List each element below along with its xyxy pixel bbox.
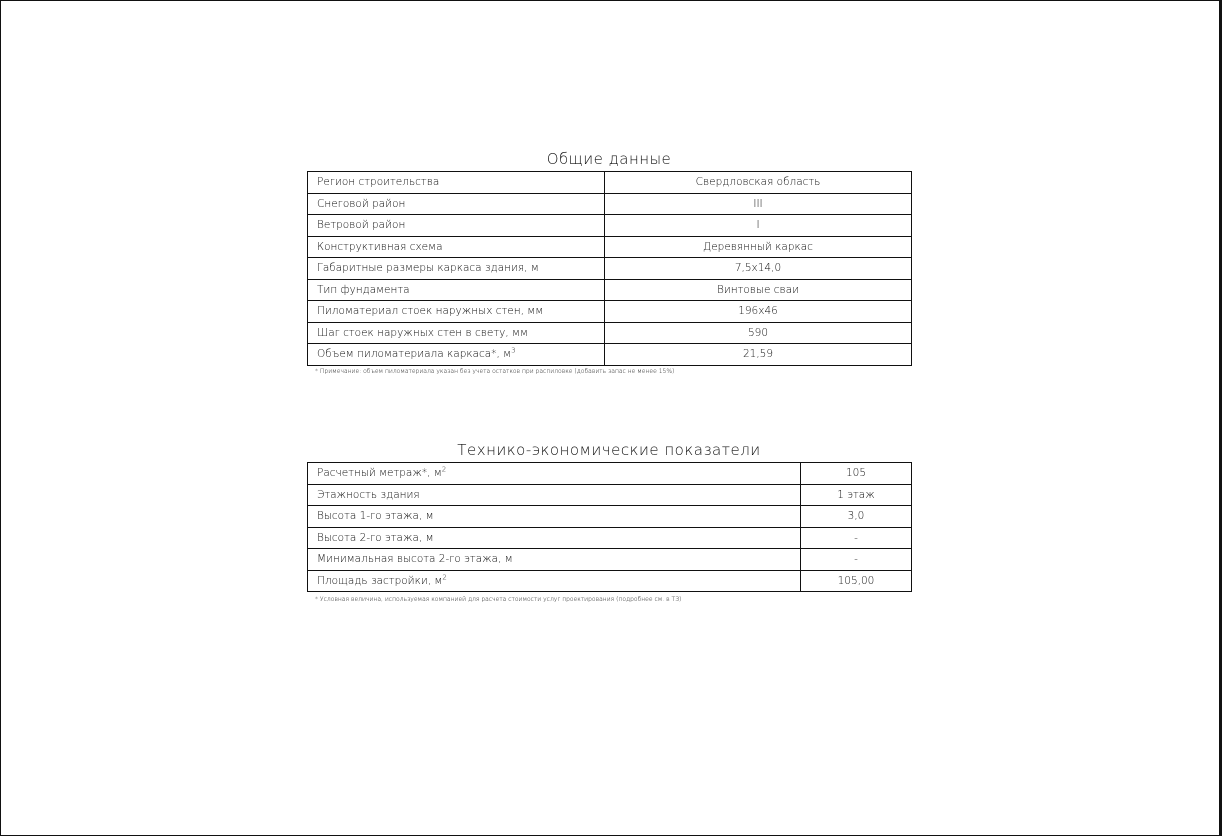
row-value: 3,0	[801, 506, 912, 528]
row-label: Площадь застройки, $м^2$	[308, 570, 801, 592]
row-value: 1 этаж	[801, 484, 912, 506]
row-label: Тип фундамента	[308, 279, 605, 301]
row-label: Габаритные размеры каркаса здания, м	[308, 258, 605, 280]
row-value: Свердловская область	[605, 172, 912, 194]
row-label: Высота 1-го этажа, м	[308, 506, 801, 528]
row-label: Снеговой район	[308, 193, 605, 215]
row-value: III	[605, 193, 912, 215]
row-value: 590	[605, 322, 912, 344]
row-label: Ветровой район	[308, 215, 605, 237]
table-row	[308, 549, 912, 571]
table-row	[308, 215, 912, 237]
row-label: Минимальная высота 2-го этажа, м	[308, 549, 801, 571]
row-value: 7,5x14,0	[605, 258, 912, 280]
tep-title: Технико-экономические показатели	[457, 441, 761, 459]
general-footnote: * Примечание: объем пиломатериала указан без учета остатков при распиловке (добавить запас не менее 15%)	[315, 368, 675, 375]
table-row	[308, 506, 912, 528]
row-value: 21,59	[605, 344, 912, 366]
row-value: Деревянный каркас	[605, 236, 912, 258]
row-value: 105	[801, 463, 912, 485]
table-row	[308, 570, 912, 592]
row-label: Высота 2-го этажа, м	[308, 527, 801, 549]
row-label: Конструктивная схема	[308, 236, 605, 258]
table-row	[308, 322, 912, 344]
row-value: I	[605, 215, 912, 237]
table-row	[308, 279, 912, 301]
table-row	[308, 172, 912, 194]
row-value: 196x46	[605, 301, 912, 323]
row-label: Шаг стоек наружных стен в свету, мм	[308, 322, 605, 344]
row-value: -	[801, 527, 912, 549]
table-row	[308, 484, 912, 506]
table-row	[308, 301, 912, 323]
table-row	[308, 236, 912, 258]
table-row	[308, 258, 912, 280]
row-label: Регион строительства	[308, 172, 605, 194]
general-table	[307, 171, 912, 366]
tep-footnote: * Условная величина, используемая компанией для расчета стоимости услуг проектирования (подробнее см. в ТЗ)	[315, 596, 682, 603]
row-label: Пиломатериал стоек наружных стен, мм	[308, 301, 605, 323]
row-value: -	[801, 549, 912, 571]
table-row	[308, 463, 912, 485]
row-value: Винтовые сваи	[605, 279, 912, 301]
row-label: Расчетный метраж*, $м^2$	[308, 463, 801, 485]
general-title: Общие данные	[546, 150, 672, 168]
table-row	[308, 527, 912, 549]
row-value: 105,00	[801, 570, 912, 592]
table-row	[308, 193, 912, 215]
tep-table	[307, 462, 912, 592]
row-label: Этажность здания	[308, 484, 801, 506]
row-label: Объем пиломатериала каркаса*, $м^3$	[308, 344, 605, 366]
table-row	[308, 344, 912, 366]
